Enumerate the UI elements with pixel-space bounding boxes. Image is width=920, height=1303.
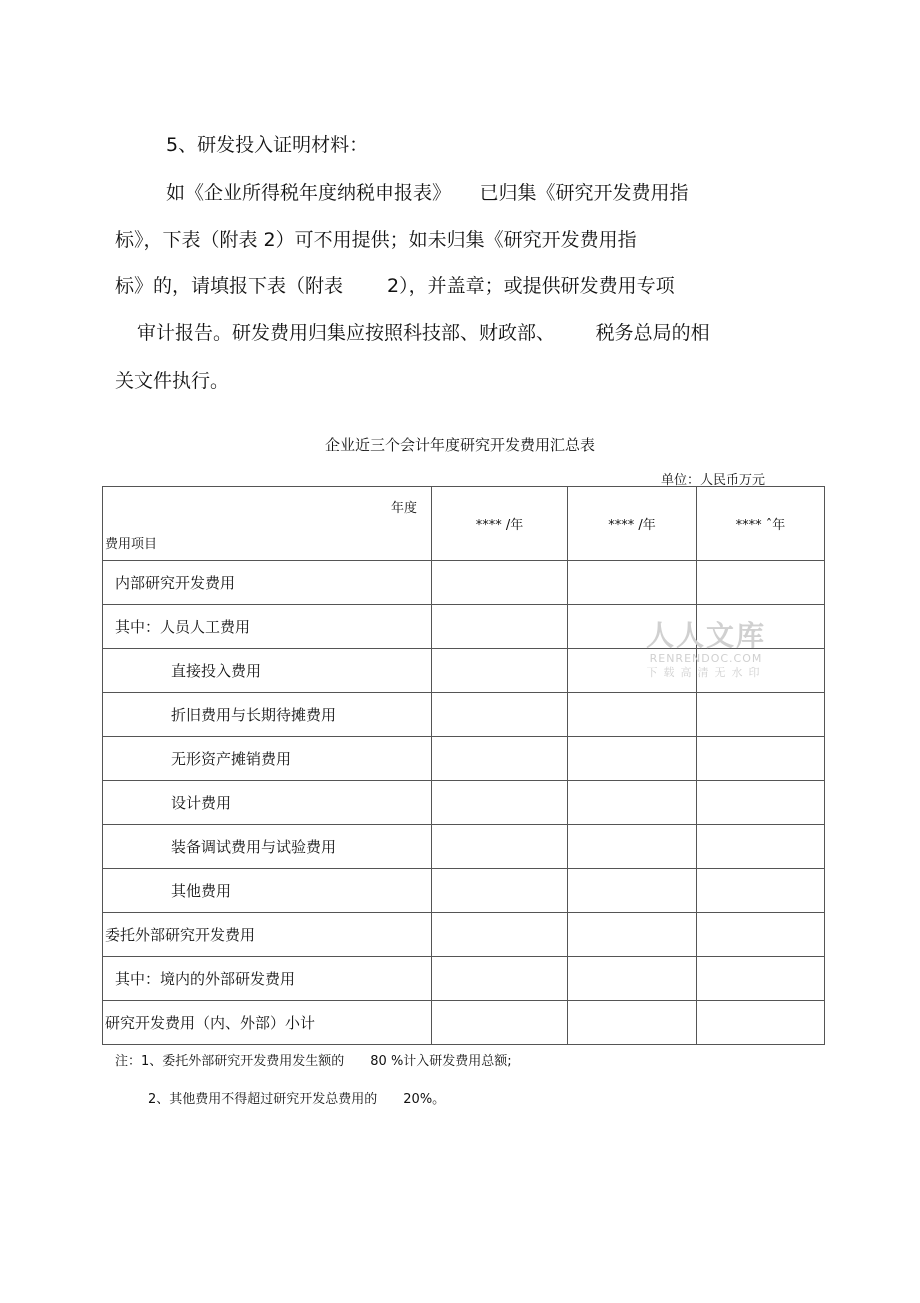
section-heading: 5、研发投入证明材料： [166,134,369,156]
value-cell-year-2 [568,869,697,913]
row-label: 无形资产摊销费用 [103,737,432,781]
value-cell-year-2 [568,1001,697,1045]
row-label: 折旧费用与长期待摊费用 [103,693,432,737]
paragraph-line-3: 标》的，请填报下表（附表 2），并盖章；或提供研发费用专项 [115,275,675,297]
value-cell-year-3 [697,561,825,605]
row-label: 装备调试费用与试验费用 [103,825,432,869]
table-row [103,1001,825,1045]
table-row [103,737,825,781]
paragraph-line-5: 关文件执行。 [115,370,230,392]
header-diagonal-cell [103,487,432,561]
table-unit: 单位：人民币万元 [661,473,766,488]
watermark-title: 人人文库 [646,619,767,652]
value-cell-year-1 [432,693,568,737]
value-cell-year-1 [432,649,568,693]
value-cell-year-2 [568,781,697,825]
header-year-label: 年度 [390,501,417,516]
table-header-row [103,487,825,561]
note-1: 注：1、委托外部研究开发费用发生额的 80 %计入研发费用总额; [115,1054,512,1069]
table-row [103,825,825,869]
header-year-1: **** /年 [432,487,568,561]
header-item-label: 费用项目 [105,537,158,552]
value-cell-year-2 [568,957,697,1001]
value-cell-year-3 [697,781,825,825]
table-row [103,913,825,957]
value-cell-year-1 [432,781,568,825]
value-cell-year-2 [568,693,697,737]
row-label: 其中：境内的外部研发费用 [103,957,432,1001]
table-row [103,957,825,1001]
row-label: 委托外部研究开发费用 [103,913,432,957]
header-year-2: **** /年 [568,487,697,561]
value-cell-year-3 [697,869,825,913]
value-cell-year-3 [697,1001,825,1045]
row-label: 直接投入费用 [103,649,432,693]
value-cell-year-3 [697,737,825,781]
value-cell-year-1 [432,825,568,869]
value-cell-year-2 [568,913,697,957]
header-year-3: **** ˆ年 [697,487,825,561]
value-cell-year-1 [432,561,568,605]
paragraph-line-4: 审计报告。研发费用归集应按照科技部、财政部、 税务总局的相 [137,322,710,344]
value-cell-year-1 [432,605,568,649]
table-row [103,561,825,605]
value-cell-year-1 [432,957,568,1001]
table-title: 企业近三个会计年度研究开发费用汇总表 [324,436,595,454]
value-cell-year-3 [697,825,825,869]
note-2: 2、其他费用不得超过研究开发总费用的 20%。 [148,1092,446,1107]
watermark-subtitle: 下载高清无水印 [646,666,766,679]
paragraph-line-2: 标》，下表（附表 2）可不用提供；如未归集《研究开发费用指 [115,229,637,251]
value-cell-year-1 [432,913,568,957]
row-label: 设计费用 [103,781,432,825]
watermark-url: RENRENDOC.COM [649,652,763,665]
row-label: 其中：人员人工费用 [103,605,432,649]
value-cell-year-2 [568,737,697,781]
row-label: 其他费用 [103,869,432,913]
value-cell-year-3 [697,957,825,1001]
watermark [646,620,766,680]
value-cell-year-2 [568,825,697,869]
value-cell-year-1 [432,1001,568,1045]
expense-summary-table [102,486,825,1045]
value-cell-year-3 [697,913,825,957]
value-cell-year-1 [432,869,568,913]
table-row [103,693,825,737]
value-cell-year-2 [568,561,697,605]
paragraph-line-1: 如《企业所得税年度纳税申报表》 已归集《研究开发费用指 [166,182,689,204]
row-label: 研究开发费用（内、外部）小计 [103,1001,432,1045]
table-row [103,869,825,913]
value-cell-year-3 [697,693,825,737]
row-label: 内部研究开发费用 [103,561,432,605]
table-row [103,781,825,825]
value-cell-year-1 [432,737,568,781]
